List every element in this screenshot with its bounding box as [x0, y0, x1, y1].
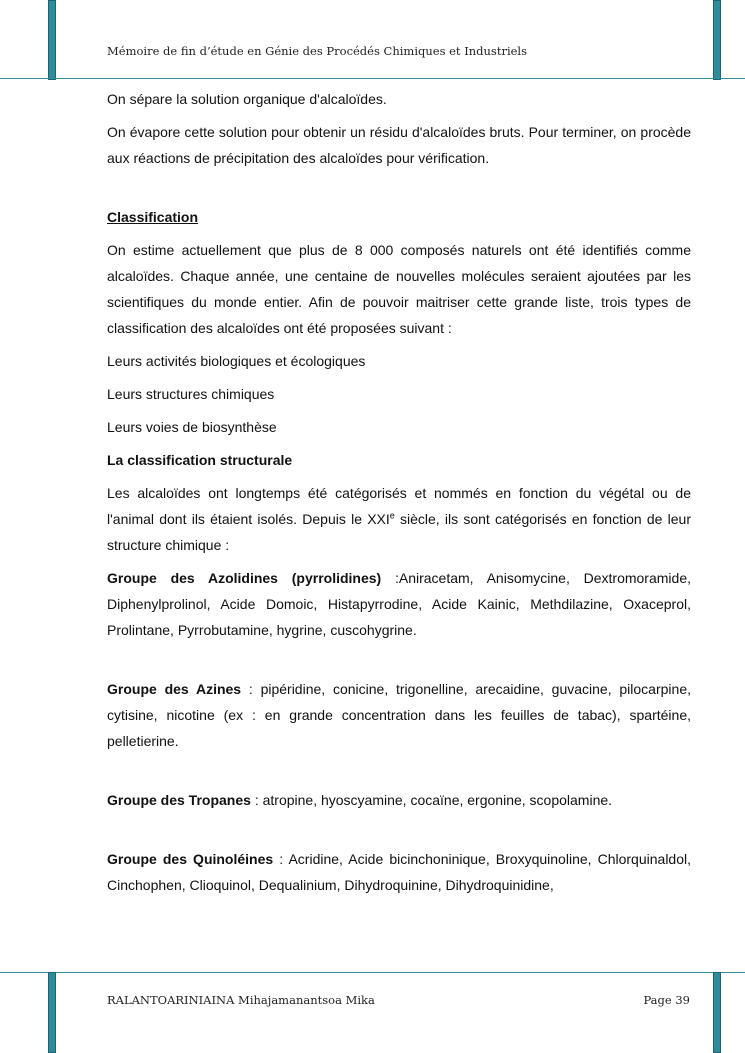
group-paragraph — [107, 676, 691, 754]
group-name: Groupe des Azolidines (pyrrolidines) — [107, 570, 382, 586]
footer-right-bar — [713, 972, 721, 1053]
superscript: e — [389, 510, 395, 521]
footer-left-bar — [48, 972, 56, 1053]
list-item: Leurs structures chimiques — [107, 386, 275, 402]
group-paragraph — [107, 846, 691, 898]
group-text: : atropine, hyoscyamine, cocaïne, ergonine, scopolamine. — [250, 792, 613, 808]
group-text: : pipéridine, conicine, trigonelline, arecaidine, guvacine, pilocarpine, cytisine, nicotine (ex : en grande concentration dans les feuilles de tabac), spartéine, pelletierine. — [107, 681, 691, 749]
group-text: : Acridine, Acide bicinchoninique, Broxyquinoline, Chlorquinaldol, Cinchophen, Clioquinol, Dequalinium, Dihydroquinine, Dihydroquinidine, — [107, 851, 691, 893]
paragraph: On évapore cette solution pour obtenir un résidu d'alcaloïdes bruts. Pour terminer, on procède aux réactions de précipitation des alcaloïdes pour vérification. — [107, 124, 691, 166]
subsection-heading: La classification structurale — [107, 452, 293, 468]
paragraph — [107, 480, 691, 558]
text-run: siècle, ils sont catégorisés en fonction de leur structure chimique : — [107, 511, 691, 553]
header-title: Mémoire de fin d’étude en Génie des Procédés Chimiques et Industriels — [107, 44, 528, 58]
section-heading — [107, 204, 691, 230]
paragraph: On sépare la solution organique d'alcaloïdes. — [107, 91, 387, 107]
page-number: Page 39 — [643, 993, 690, 1007]
list-item: Leurs activités biologiques et écologiques — [107, 353, 366, 369]
group-name: Groupe des Azines — [107, 681, 242, 697]
header-rule — [0, 78, 745, 79]
group-name: Groupe des Quinoléines — [107, 851, 274, 867]
footer-rule — [0, 972, 745, 973]
group-text: :Aniracetam, Anisomycine, Dextromoramide, Diphenylprolinol, Acide Domoic, Histapyrrodine, Acide Kainic, Methdilazine, Oxaceprol, Prolintane, Pyrrobutamine, hygrine, cuscohygrine. — [107, 570, 691, 638]
group-name: Groupe des Tropanes — [107, 792, 251, 808]
header-right-bar — [713, 0, 721, 80]
group-paragraph — [107, 565, 691, 643]
paragraph: On estime actuellement que plus de 8 000 composés naturels ont été identifiés comme alcaloïdes. Chaque année, une centaine de nouvelles molécules seraient ajoutées par les scientifiques du monde entier. Afin de pouvoir maitriser cette grande liste, trois types de classification des alcaloïdes ont été proposées suivant : — [107, 242, 691, 336]
group-paragraph — [107, 787, 691, 813]
classification-heading: Classification — [107, 209, 199, 225]
text-run: Les alcaloïdes ont longtemps été catégorisés et nommés en fonction du végétal ou de l'animal dont ils étaient isolés. Depuis le XXI — [107, 485, 691, 527]
page-content — [107, 86, 691, 905]
footer-author: RALANTOARINIAINA Mihajamanantsoa Mika — [107, 993, 375, 1007]
list-item: Leurs voies de biosynthèse — [107, 419, 277, 435]
header-left-bar — [48, 0, 56, 80]
